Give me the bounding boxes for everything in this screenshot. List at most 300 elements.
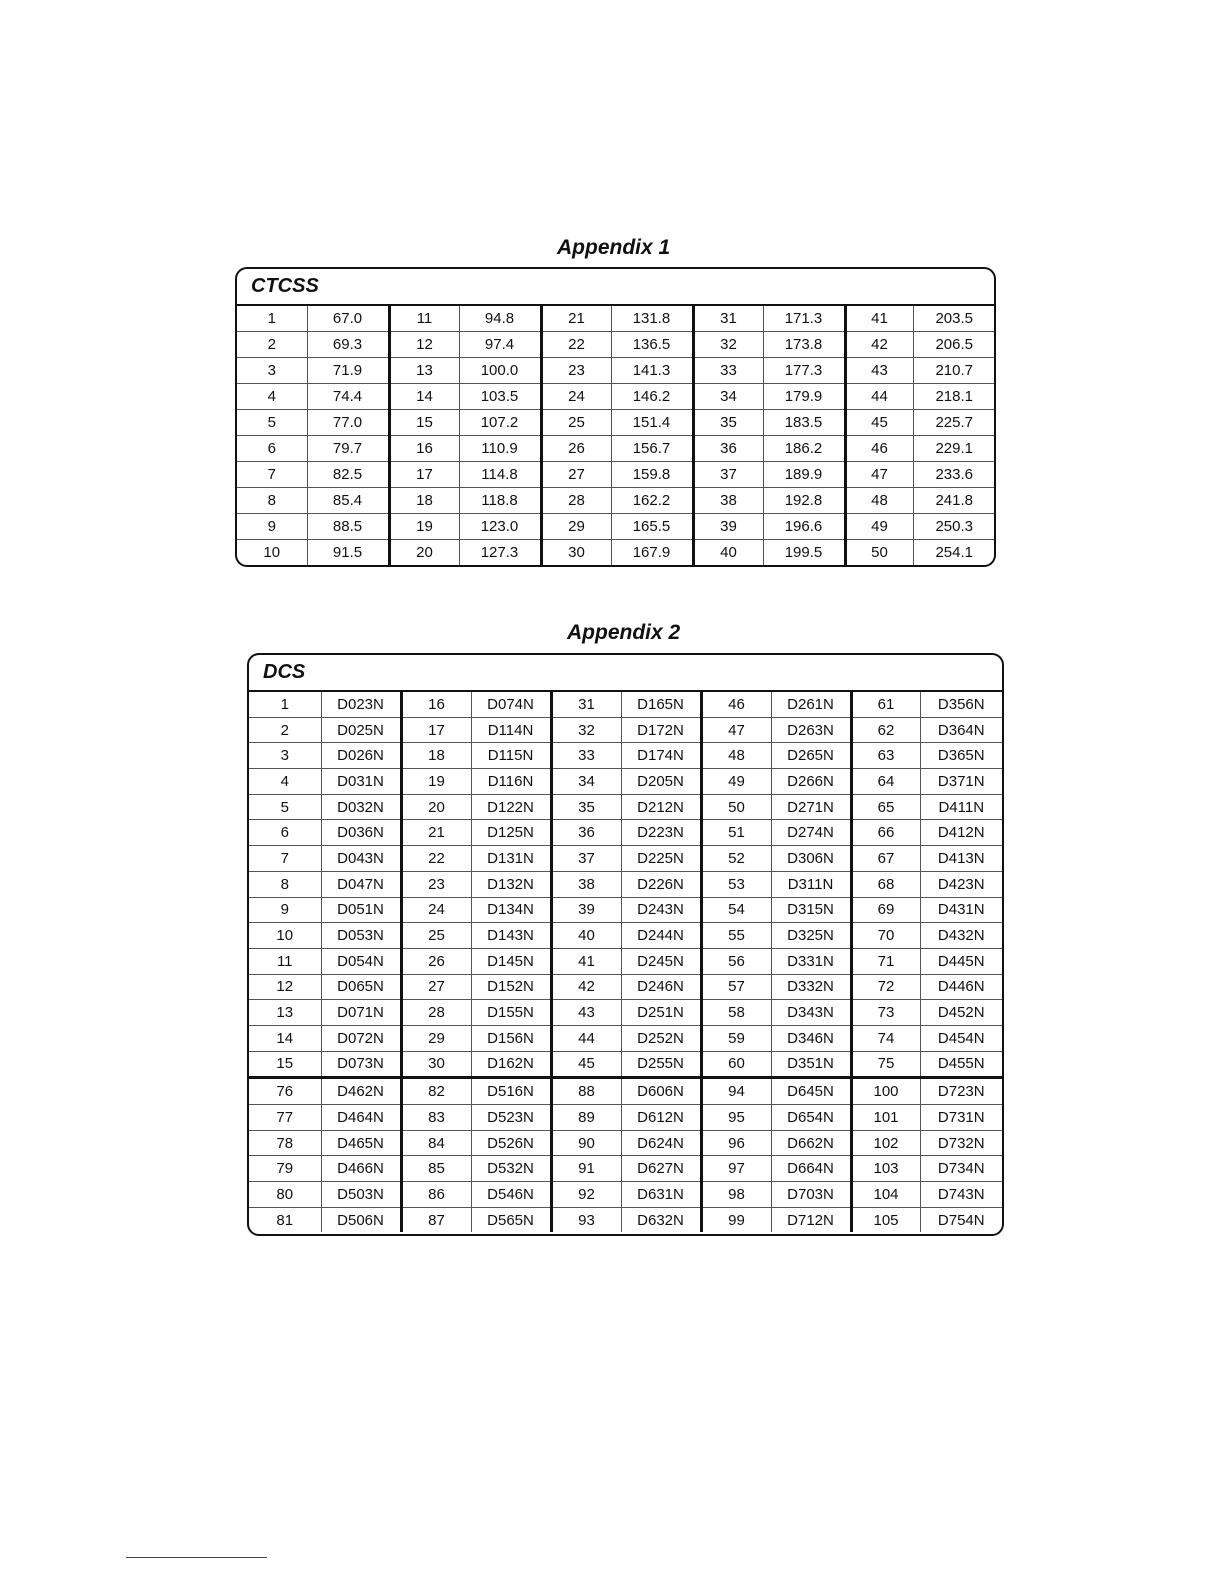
dcs-code-value: D223N: [621, 820, 701, 846]
ctcss-code-number: 10: [237, 540, 307, 566]
ctcss-code-value: 165.5: [611, 514, 693, 540]
dcs-code-number: 32: [551, 717, 621, 743]
dcs-code-number: 103: [851, 1156, 920, 1182]
ctcss-code-value: 67.0: [307, 306, 389, 332]
ctcss-code-number: 27: [541, 462, 611, 488]
dcs-code-value: D526N: [471, 1130, 551, 1156]
dcs-code-value: D754N: [937, 1211, 985, 1229]
dcs-row: [249, 1025, 1002, 1051]
ctcss-code-number: 28: [541, 488, 611, 514]
ctcss-code-value: 171.3: [763, 306, 845, 332]
dcs-code-number: 13: [249, 1000, 321, 1026]
dcs-row: [249, 1156, 1002, 1182]
dcs-code-value: D252N: [621, 1025, 701, 1051]
dcs-code-number: 57: [701, 974, 771, 1000]
ctcss-row: [237, 384, 995, 410]
dcs-code-number: 16: [401, 692, 471, 717]
ctcss-code-value: 167.9: [611, 540, 693, 566]
ctcss-code-number: 17: [389, 462, 459, 488]
dcs-code-number: 89: [551, 1105, 621, 1131]
dcs-code-number: 30: [401, 1051, 471, 1078]
ctcss-code-number: 34: [693, 384, 763, 410]
dcs-code-value: D032N: [321, 794, 401, 820]
ctcss-code-number: 29: [541, 514, 611, 540]
ctcss-code-value: 107.2: [459, 410, 541, 436]
dcs-code-value: D116N: [471, 769, 551, 795]
ctcss-code-value: 179.9: [763, 384, 845, 410]
ctcss-code-number: 7: [237, 462, 307, 488]
dcs-code-number: 50: [701, 794, 771, 820]
dcs-code-value: D065N: [321, 974, 401, 1000]
dcs-code-value: D261N: [771, 692, 851, 717]
ctcss-code-value: 85.4: [307, 488, 389, 514]
dcs-code-value: D455N: [920, 1051, 1002, 1078]
dcs-code-number: 83: [401, 1105, 471, 1131]
dcs-code-value: D265N: [771, 743, 851, 769]
ctcss-code-number: 37: [693, 462, 763, 488]
ctcss-code-number: 44: [845, 384, 913, 410]
dcs-code-value: D325N: [771, 923, 851, 949]
dcs-code-number: 4: [249, 769, 321, 795]
ctcss-code-value: 88.5: [307, 514, 389, 540]
dcs-code-number: 69: [851, 897, 920, 923]
dcs-code-value: D732N: [920, 1130, 1002, 1156]
dcs-code-value: D156N: [471, 1025, 551, 1051]
footnote-rule: [126, 1557, 267, 1558]
ctcss-code-value: 103.5: [459, 384, 541, 410]
dcs-code-value: D036N: [321, 820, 401, 846]
dcs-code-value: D465N: [321, 1130, 401, 1156]
ctcss-code-number: 2: [237, 332, 307, 358]
dcs-code-value: D263N: [771, 717, 851, 743]
dcs-code-value: D271N: [771, 794, 851, 820]
dcs-code-value: D025N: [321, 717, 401, 743]
dcs-code-number: 95: [701, 1105, 771, 1131]
dcs-code-number: 39: [551, 897, 621, 923]
ctcss-code-value: 218.1: [913, 384, 995, 410]
dcs-code-value: D662N: [771, 1130, 851, 1156]
dcs-code-number: 37: [551, 846, 621, 872]
ctcss-code-number: 49: [845, 514, 913, 540]
dcs-row: [249, 769, 1002, 795]
dcs-code-value: D464N: [321, 1105, 401, 1131]
dcs-code-value: D134N: [471, 897, 551, 923]
dcs-code-number: 81: [249, 1207, 321, 1232]
dcs-code-value: D047N: [321, 871, 401, 897]
ctcss-code-value: 151.4: [611, 410, 693, 436]
ctcss-code-number: 36: [693, 436, 763, 462]
dcs-row: [249, 897, 1002, 923]
dcs-code-number: 24: [401, 897, 471, 923]
dcs-code-number: 22: [401, 846, 471, 872]
ctcss-code-number: 18: [389, 488, 459, 514]
ctcss-code-number: 14: [389, 384, 459, 410]
ctcss-code-number: 38: [693, 488, 763, 514]
dcs-code-value: D703N: [771, 1182, 851, 1208]
dcs-code-number: 25: [401, 923, 471, 949]
dcs-code-value: D364N: [920, 717, 1002, 743]
dcs-code-number: 97: [701, 1156, 771, 1182]
dcs-code-number: 68: [851, 871, 920, 897]
ctcss-code-value: 173.8: [763, 332, 845, 358]
dcs-code-value: D731N: [920, 1105, 1002, 1131]
dcs-code-number: 34: [551, 769, 621, 795]
dcs-code-value: D411N: [920, 794, 1002, 820]
dcs-row: [249, 974, 1002, 1000]
dcs-code-value: D412N: [920, 820, 1002, 846]
ctcss-code-number: 21: [541, 306, 611, 332]
dcs-row: [249, 1078, 1002, 1105]
dcs-code-value: D734N: [920, 1156, 1002, 1182]
ctcss-code-number: 30: [541, 540, 611, 566]
dcs-code-number: 82: [401, 1078, 471, 1105]
dcs-code-value: D125N: [471, 820, 551, 846]
ctcss-code-value: 206.5: [913, 332, 995, 358]
dcs-row: [249, 743, 1002, 769]
dcs-code-number: 27: [401, 974, 471, 1000]
ctcss-code-number: 32: [693, 332, 763, 358]
dcs-code-number: 17: [401, 717, 471, 743]
dcs-code-value: D371N: [920, 769, 1002, 795]
dcs-table-label: DCS: [249, 655, 1002, 692]
dcs-code-value: D645N: [771, 1078, 851, 1105]
dcs-code-number: 9: [249, 897, 321, 923]
dcs-code-value: D452N: [920, 1000, 1002, 1026]
dcs-code-value: D131N: [471, 846, 551, 872]
dcs-code-number: 21: [401, 820, 471, 846]
dcs-code-number: 93: [551, 1207, 621, 1232]
ctcss-code-value: 71.9: [307, 358, 389, 384]
dcs-row: [249, 1000, 1002, 1026]
dcs-code-value: D664N: [771, 1156, 851, 1182]
dcs-code-value: D225N: [621, 846, 701, 872]
dcs-code-number: 99: [701, 1207, 771, 1232]
ctcss-code-number: 24: [541, 384, 611, 410]
ctcss-row: [237, 306, 995, 332]
dcs-code-number: 8: [249, 871, 321, 897]
dcs-code-value: D244N: [621, 923, 701, 949]
ctcss-code-value: 156.7: [611, 436, 693, 462]
dcs-code-number: 71: [851, 948, 920, 974]
dcs-code-value: D565N: [471, 1207, 551, 1232]
ctcss-code-number: 43: [845, 358, 913, 384]
dcs-code-value: D155N: [471, 1000, 551, 1026]
ctcss-code-value: 162.2: [611, 488, 693, 514]
ctcss-code-number: 20: [389, 540, 459, 566]
ctcss-code-value: 183.5: [763, 410, 845, 436]
dcs-code-value: D143N: [471, 923, 551, 949]
dcs-code-number: 96: [701, 1130, 771, 1156]
ctcss-table: [235, 267, 996, 567]
ctcss-code-value: 146.2: [611, 384, 693, 410]
dcs-row: [249, 794, 1002, 820]
dcs-code-number: 42: [551, 974, 621, 1000]
dcs-code-number: 19: [401, 769, 471, 795]
ctcss-code-number: 25: [541, 410, 611, 436]
ctcss-code-number: 1: [237, 306, 307, 332]
dcs-code-value: D071N: [321, 1000, 401, 1026]
dcs-code-number: 52: [701, 846, 771, 872]
dcs-row: [249, 1051, 1002, 1078]
ctcss-code-value: 210.7: [913, 358, 995, 384]
dcs-code-number: 33: [551, 743, 621, 769]
ctcss-code-value: 225.7: [913, 410, 995, 436]
ctcss-row: [237, 410, 995, 436]
ctcss-code-value: 110.9: [459, 436, 541, 462]
dcs-code-value: D365N: [920, 743, 1002, 769]
dcs-code-value: D274N: [771, 820, 851, 846]
ctcss-code-number: 15: [389, 410, 459, 436]
dcs-code-value: D072N: [321, 1025, 401, 1051]
dcs-code-number: 45: [551, 1051, 621, 1078]
dcs-table: [247, 653, 1004, 1236]
ctcss-code-value: 123.0: [459, 514, 541, 540]
ctcss-table-label: CTCSS: [237, 269, 994, 306]
dcs-code-value: D315N: [771, 897, 851, 923]
ctcss-code-number: 9: [237, 514, 307, 540]
ctcss-code-number: 13: [389, 358, 459, 384]
dcs-code-number: 86: [401, 1182, 471, 1208]
ctcss-code-number: 16: [389, 436, 459, 462]
dcs-code-value: D174N: [621, 743, 701, 769]
ctcss-code-number: 4: [237, 384, 307, 410]
ctcss-code-value: 192.8: [763, 488, 845, 514]
dcs-code-value: D073N: [321, 1051, 401, 1078]
dcs-code-value: D723N: [920, 1078, 1002, 1105]
dcs-code-value: D132N: [471, 871, 551, 897]
dcs-code-value: D627N: [621, 1156, 701, 1182]
ctcss-code-value: 189.9: [763, 462, 845, 488]
ctcss-grid: [237, 306, 995, 565]
dcs-row: [249, 948, 1002, 974]
ctcss-code-value: 91.5: [307, 540, 389, 566]
ctcss-code-number: 26: [541, 436, 611, 462]
dcs-row: [249, 1182, 1002, 1208]
ctcss-code-number: 22: [541, 332, 611, 358]
ctcss-code-number: 42: [845, 332, 913, 358]
dcs-code-value: D115N: [471, 743, 551, 769]
dcs-code-number: 59: [701, 1025, 771, 1051]
ctcss-code-value: 203.5: [913, 306, 995, 332]
dcs-code-value: D532N: [471, 1156, 551, 1182]
dcs-row: [249, 1207, 1002, 1232]
dcs-code-value: D054N: [321, 948, 401, 974]
dcs-code-number: 100: [851, 1078, 920, 1105]
ctcss-code-value: 69.3: [307, 332, 389, 358]
dcs-code-number: 31: [551, 692, 621, 717]
dcs-code-number: 29: [401, 1025, 471, 1051]
ctcss-code-value: 118.8: [459, 488, 541, 514]
dcs-code-value: D624N: [621, 1130, 701, 1156]
ctcss-code-value: 241.8: [913, 488, 995, 514]
dcs-code-number: 3: [249, 743, 321, 769]
ctcss-row: [237, 488, 995, 514]
dcs-code-number: 46: [701, 692, 771, 717]
dcs-code-value: D631N: [621, 1182, 701, 1208]
dcs-code-value: D743N: [920, 1182, 1002, 1208]
dcs-code-value: D026N: [321, 743, 401, 769]
dcs-row: [249, 692, 1002, 717]
dcs-code-number: 60: [701, 1051, 771, 1078]
ctcss-code-number: 48: [845, 488, 913, 514]
dcs-code-number: 80: [249, 1182, 321, 1208]
ctcss-code-value: 82.5: [307, 462, 389, 488]
dcs-code-value: D523N: [471, 1105, 551, 1131]
dcs-code-number: 14: [249, 1025, 321, 1051]
dcs-code-value: D145N: [471, 948, 551, 974]
dcs-code-number: 54: [701, 897, 771, 923]
dcs-code-value: D612N: [621, 1105, 701, 1131]
dcs-code-value: D446N: [920, 974, 1002, 1000]
ctcss-code-number: 31: [693, 306, 763, 332]
ctcss-code-value: 233.6: [913, 462, 995, 488]
dcs-code-number: 6: [249, 820, 321, 846]
dcs-code-number: 63: [851, 743, 920, 769]
ctcss-code-number: 6: [237, 436, 307, 462]
dcs-code-number: 76: [249, 1078, 321, 1105]
dcs-code-value: D516N: [471, 1078, 551, 1105]
ctcss-row: [237, 514, 995, 540]
ctcss-row: [237, 358, 995, 384]
dcs-code-value: D243N: [621, 897, 701, 923]
ctcss-code-number: 11: [389, 306, 459, 332]
dcs-code-number: 70: [851, 923, 920, 949]
dcs-code-number: 79: [249, 1156, 321, 1182]
dcs-row: [249, 871, 1002, 897]
dcs-code-value: D712N: [771, 1207, 851, 1232]
ctcss-code-value: 100.0: [459, 358, 541, 384]
ctcss-code-value: 177.3: [763, 358, 845, 384]
dcs-code-value: D331N: [771, 948, 851, 974]
dcs-code-number: 61: [851, 692, 920, 717]
dcs-code-number: 75: [851, 1051, 920, 1078]
dcs-code-value: D503N: [321, 1182, 401, 1208]
dcs-row: [249, 846, 1002, 872]
dcs-code-number: 72: [851, 974, 920, 1000]
ctcss-code-number: 12: [389, 332, 459, 358]
dcs-code-value: D431N: [920, 897, 1002, 923]
dcs-code-value: D654N: [771, 1105, 851, 1131]
ctcss-code-value: 131.8: [611, 306, 693, 332]
dcs-code-number: 64: [851, 769, 920, 795]
dcs-code-value: D311N: [771, 871, 851, 897]
ctcss-code-number: 3: [237, 358, 307, 384]
dcs-code-value: D255N: [621, 1051, 701, 1078]
dcs-code-value: D122N: [471, 794, 551, 820]
dcs-code-value: D432N: [920, 923, 1002, 949]
dcs-code-number: 101: [851, 1105, 920, 1131]
dcs-code-number: 98: [701, 1182, 771, 1208]
dcs-code-number: 11: [249, 948, 321, 974]
dcs-code-value: D306N: [771, 846, 851, 872]
dcs-code-number: 38: [551, 871, 621, 897]
ctcss-code-number: 19: [389, 514, 459, 540]
ctcss-row: [237, 332, 995, 358]
dcs-code-value: D546N: [471, 1182, 551, 1208]
ctcss-code-value: 127.3: [459, 540, 541, 566]
dcs-code-number: 43: [551, 1000, 621, 1026]
dcs-code-number: 65: [851, 794, 920, 820]
ctcss-code-value: 159.8: [611, 462, 693, 488]
dcs-code-number: 87: [401, 1207, 471, 1232]
dcs-code-number: 35: [551, 794, 621, 820]
dcs-grid: [249, 692, 1002, 1232]
dcs-code-number: 51: [701, 820, 771, 846]
dcs-code-number: 5: [249, 794, 321, 820]
dcs-code-number: 15: [249, 1051, 321, 1078]
dcs-code-value: D506N: [321, 1207, 401, 1232]
dcs-code-number: 91: [551, 1156, 621, 1182]
dcs-code-number: 104: [851, 1182, 920, 1208]
ctcss-code-number: 47: [845, 462, 913, 488]
ctcss-code-value: 250.3: [913, 514, 995, 540]
ctcss-row: [237, 462, 995, 488]
ctcss-code-number: 39: [693, 514, 763, 540]
dcs-code-number: 102: [851, 1130, 920, 1156]
dcs-code-number: 1: [249, 692, 321, 717]
dcs-code-value: D413N: [920, 846, 1002, 872]
dcs-code-value: D051N: [321, 897, 401, 923]
dcs-code-number: 88: [551, 1078, 621, 1105]
appendix-1-heading: Appendix 1: [557, 236, 671, 259]
dcs-code-number: 53: [701, 871, 771, 897]
dcs-code-number: 73: [851, 1000, 920, 1026]
dcs-code-number: 2: [249, 717, 321, 743]
dcs-code-number: 84: [401, 1130, 471, 1156]
ctcss-code-value: 77.0: [307, 410, 389, 436]
ctcss-code-value: 136.5: [611, 332, 693, 358]
dcs-code-value: D343N: [771, 1000, 851, 1026]
dcs-row: [249, 1130, 1002, 1156]
ctcss-code-number: 5: [237, 410, 307, 436]
ctcss-code-value: 199.5: [763, 540, 845, 566]
dcs-row: [249, 820, 1002, 846]
dcs-code-value: D074N: [471, 692, 551, 717]
ctcss-code-value: 229.1: [913, 436, 995, 462]
dcs-code-value: D172N: [621, 717, 701, 743]
ctcss-row: [237, 540, 995, 566]
ctcss-code-value: 141.3: [611, 358, 693, 384]
ctcss-code-number: 46: [845, 436, 913, 462]
dcs-code-value: D245N: [621, 948, 701, 974]
dcs-code-number: 44: [551, 1025, 621, 1051]
dcs-code-value: D266N: [771, 769, 851, 795]
ctcss-code-value: 97.4: [459, 332, 541, 358]
dcs-code-number: 90: [551, 1130, 621, 1156]
dcs-code-value: D226N: [621, 871, 701, 897]
ctcss-code-value: 186.2: [763, 436, 845, 462]
dcs-code-number: 85: [401, 1156, 471, 1182]
dcs-code-value: D031N: [321, 769, 401, 795]
dcs-code-number: 26: [401, 948, 471, 974]
dcs-code-value: D466N: [321, 1156, 401, 1182]
ctcss-code-value: 79.7: [307, 436, 389, 462]
dcs-code-value: D606N: [621, 1078, 701, 1105]
ctcss-code-value: 114.8: [459, 462, 541, 488]
dcs-code-value: D356N: [920, 692, 1002, 717]
dcs-code-value: D445N: [920, 948, 1002, 974]
dcs-code-value: D351N: [771, 1051, 851, 1078]
dcs-code-value: D023N: [321, 692, 401, 717]
dcs-code-number: 12: [249, 974, 321, 1000]
dcs-code-value: D462N: [321, 1078, 401, 1105]
dcs-code-number: 67: [851, 846, 920, 872]
dcs-code-number: 78: [249, 1130, 321, 1156]
dcs-code-number: 77: [249, 1105, 321, 1131]
dcs-code-number: 10: [249, 923, 321, 949]
ctcss-code-value: 94.8: [459, 306, 541, 332]
dcs-code-number: 66: [851, 820, 920, 846]
